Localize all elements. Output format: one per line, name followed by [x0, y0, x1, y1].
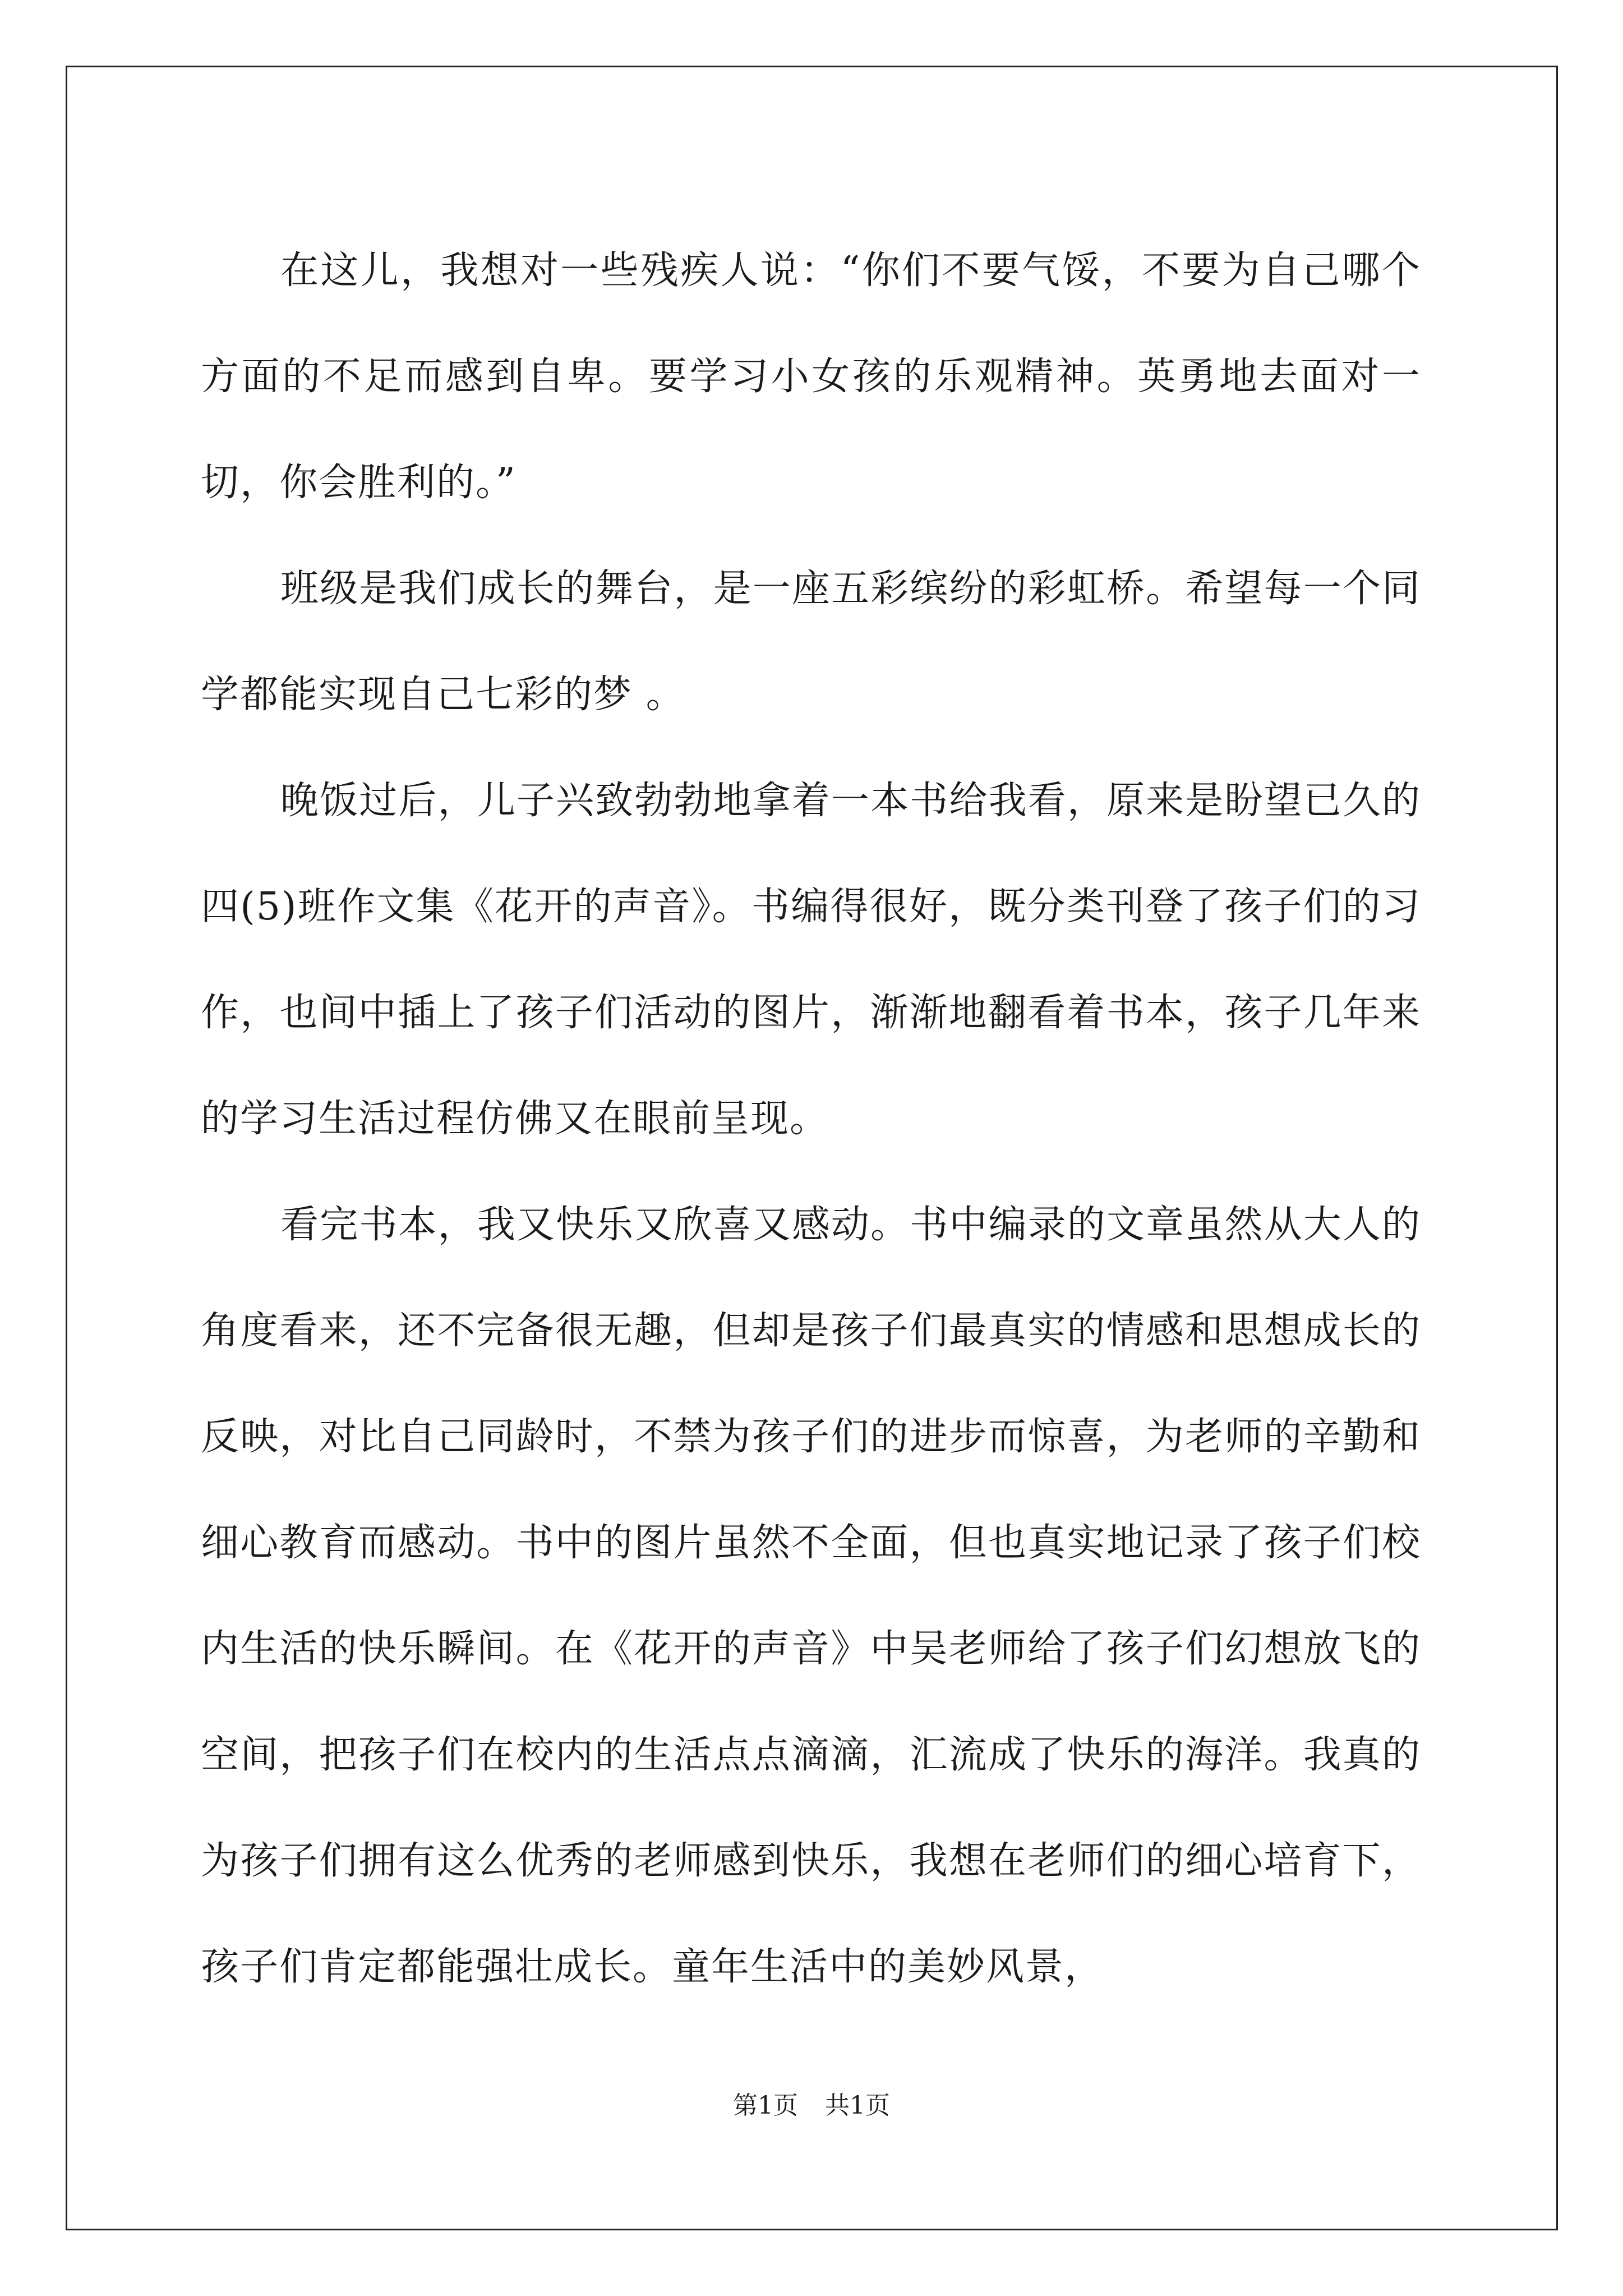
paragraph-2: 班级是我们成长的舞台，是一座五彩缤纷的彩虹桥。希望每一个同学都能实现自己七彩的梦 。	[201, 567, 1421, 717]
page-number: 第1页	[733, 2091, 798, 2120]
page-footer	[0, 2089, 1623, 2123]
page-total: 共1页	[825, 2091, 890, 2120]
paragraph-3: 晚饭过后，儿子兴致勃勃地拿着一本书给我看，原来是盼望已久的四(5)班作文集《花开的声音》。书编得很好，既分类刊登了孩子们的习作，也间中插上了孩子们活动的图片，渐渐地翻看着书本，孩子几年来的学习生活过程仿佛又在眼前呈现。	[201, 779, 1421, 1141]
paragraph-1: 在这儿，我想对一些残疾人说：“你们不要气馁，不要为自己哪个方面的不足而感到自卑。要学习小女孩的乐观精神。英勇地去面对一切，你会胜利的。”	[201, 249, 1421, 505]
paragraph-4: 看完书本，我又快乐又欣喜又感动。书中编录的文章虽然从大人的角度看来，还不完备很无趣，但却是孩子们最真实的情感和思想成长的反映，对比自己同龄时，不禁为孩子们的进步而惊喜，为老师的辛勤和细心教育而感动。书中的图片虽然不全面，但也真实地记录了孩子们校内生活的快乐瞬间。在《花开的声音》中吴老师给了孩子们幻想放飞的空间，把孩子们在校内的生活点点滴滴，汇流成了快乐的海洋。我真的为孩子们拥有这么优秀的老师感到快乐，我想在老师们的细心培育下，孩子们肯定都能强壮成长。童年生活中的美妙风景，	[201, 1203, 1421, 1989]
document-body	[201, 218, 1421, 2020]
